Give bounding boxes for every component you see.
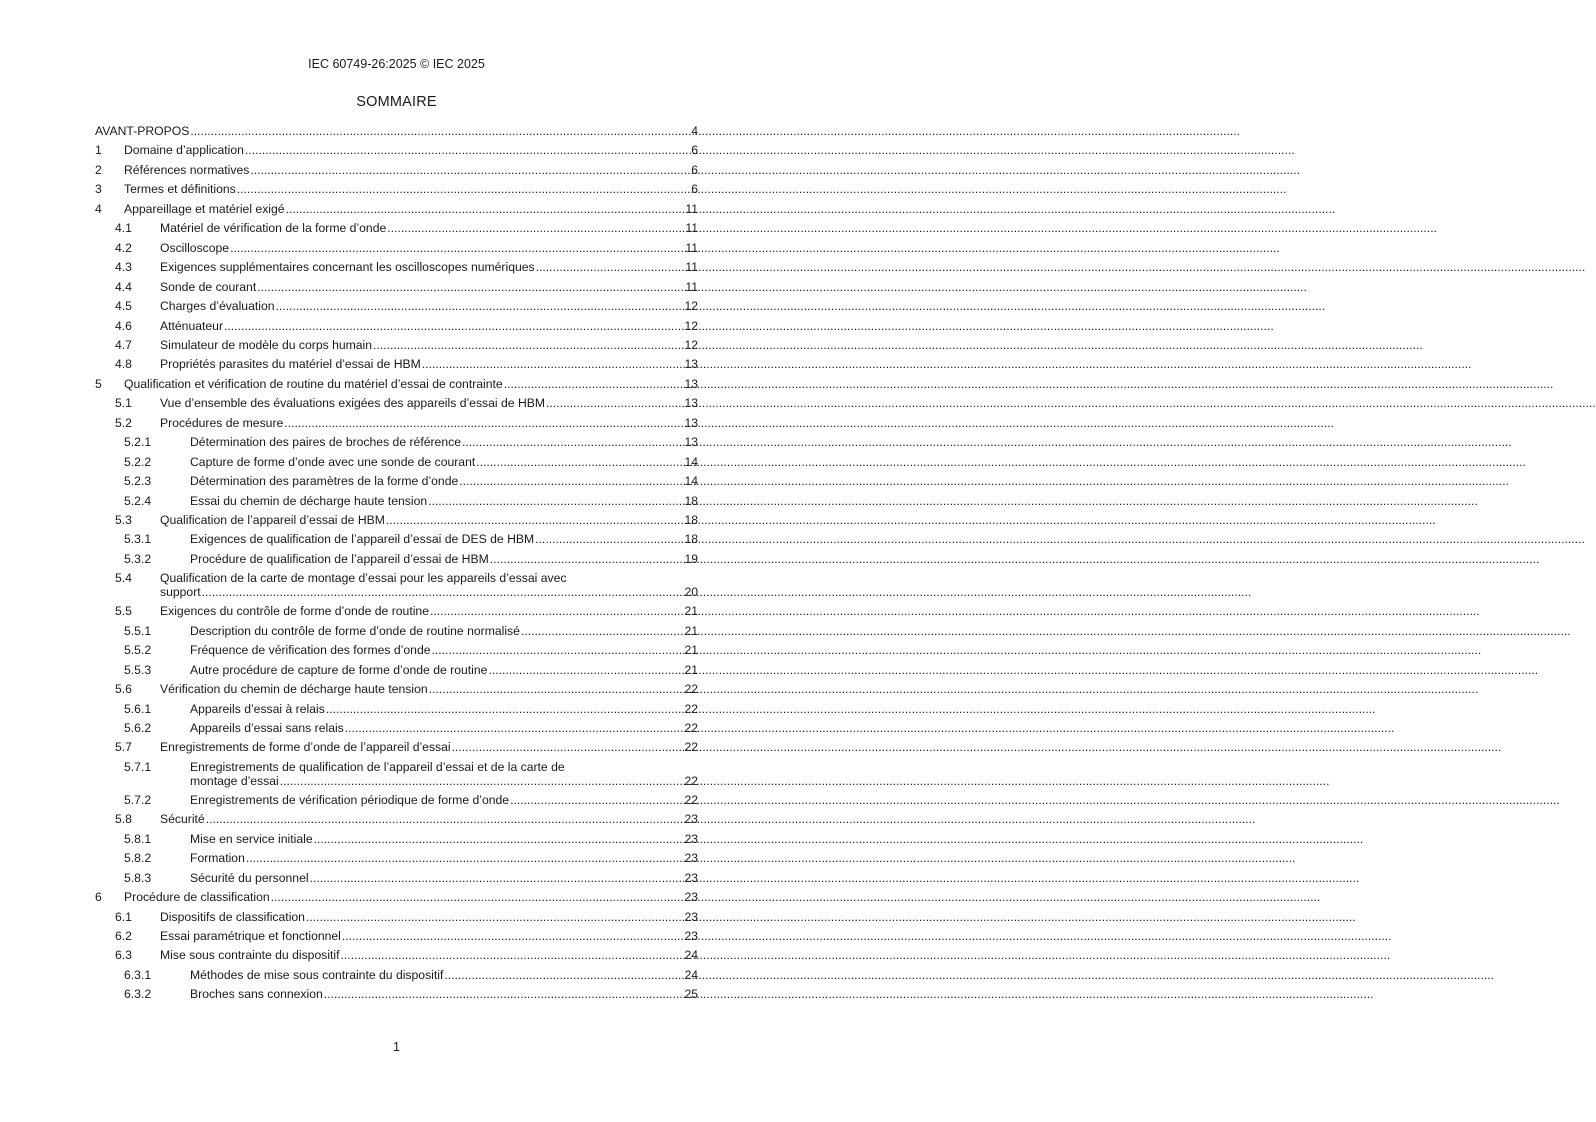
toc-entry-title: Dispositifs de classification — [160, 909, 305, 924]
toc-entry-title: AVANT-PROPOS — [95, 124, 190, 138]
toc-entry-page: 23 — [684, 929, 698, 943]
toc-dot-leader — [373, 338, 683, 352]
toc-entry-number: 5.7.1 — [124, 759, 152, 774]
toc-entry-page: 23 — [684, 870, 698, 885]
toc-entry-number: 5 — [95, 376, 102, 391]
toc-dot-leader — [521, 624, 684, 638]
toc-entry[interactable] — [95, 513, 698, 527]
toc-dot-leader — [429, 682, 684, 696]
toc-entry-title: Enregistrements de qualification de l’appareil d’essai et de la carte de — [190, 759, 565, 774]
toc-dot-leader — [535, 532, 683, 546]
toc-entry-title: Propriétés parasites du matériel d’essai de HBM — [160, 357, 421, 372]
toc-entry-page: 24 — [684, 948, 698, 963]
toc-dot-leader — [271, 890, 684, 904]
toc-entry[interactable] — [95, 948, 698, 962]
toc-entry-page: 20 — [684, 585, 698, 600]
toc-entry-page: 13 — [684, 435, 698, 450]
toc-entry-title: Broches sans connexion — [190, 987, 323, 1002]
toc-entry-number: 3 — [95, 182, 102, 197]
toc-entry[interactable] — [95, 280, 698, 294]
toc-entry-page: 23 — [684, 909, 698, 924]
toc-dot-leader — [286, 202, 685, 216]
toc-entry-page: 6 — [691, 182, 698, 197]
toc-entry[interactable] — [95, 702, 698, 716]
toc-entry-title: Sécurité — [160, 812, 205, 827]
toc-entry[interactable] — [95, 396, 698, 410]
toc-entry-number: 5.8.1 — [124, 831, 152, 846]
toc-entry-title: Détermination des paires de broches de référence — [190, 435, 461, 450]
toc-dot-leader — [324, 987, 684, 1001]
toc-entry-title-continued: support — [160, 585, 201, 600]
toc-entry-title: Mise en service initiale — [190, 831, 313, 846]
toc-entry-number: 5.2.2 — [124, 454, 152, 469]
toc-entry[interactable] — [95, 663, 698, 677]
toc-entry[interactable] — [95, 793, 698, 807]
toc-entry-title: Fréquence de vérification des formes d’onde — [190, 643, 431, 658]
toc-entry-title: Enregistrements de vérification périodique de forme d’onde — [190, 792, 510, 807]
toc-entry-number: 5.8.3 — [124, 870, 152, 885]
toc-entry-number: 5.7.2 — [124, 792, 152, 807]
toc-dot-leader — [488, 663, 683, 677]
toc-entry-page: 22 — [684, 721, 698, 735]
toc-entry-title: Matériel de vérification de la forme d’onde — [160, 221, 387, 236]
toc-dot-leader — [230, 241, 684, 255]
toc-entry-page: 23 — [684, 812, 698, 827]
toc-entry-title: Essai paramétrique et fonctionnel — [160, 929, 341, 943]
toc-entry[interactable] — [95, 910, 698, 924]
toc-entry-page: 12 — [684, 318, 698, 333]
toc-entry-number: 5.2 — [115, 415, 132, 430]
toc-entry-page: 24 — [684, 967, 698, 982]
toc-dot-leader — [345, 721, 684, 735]
toc-dot-leader — [306, 910, 683, 924]
toc-entry-number: 4.3 — [115, 260, 132, 275]
toc-entry-page: 21 — [684, 662, 698, 677]
toc-entry-title: Autre procédure de capture de forme d’onde de routine — [190, 662, 488, 677]
toc-entry-number: 5.2.3 — [124, 474, 152, 489]
toc-entry-number: 4.5 — [115, 299, 132, 314]
toc-entry-number: 4.1 — [115, 221, 132, 236]
toc-dot-leader — [250, 163, 690, 177]
toc-dot-leader — [326, 702, 684, 716]
toc-entry[interactable] — [95, 624, 698, 638]
toc-entry-number: 5.6.2 — [124, 721, 152, 735]
toc-entry[interactable] — [95, 221, 698, 235]
toc-entry-number: 4.7 — [115, 337, 132, 352]
toc-entry-page: 22 — [684, 701, 698, 716]
toc-dot-leader — [342, 929, 684, 943]
toc-entry-title: Formation — [190, 851, 245, 866]
toc-entry-title: Appareillage et matériel exigé — [124, 201, 285, 216]
toc-dot-leader — [510, 793, 683, 807]
toc-entry-page: 13 — [684, 396, 698, 411]
toc-entry[interactable] — [95, 643, 698, 657]
toc-dot-leader — [310, 871, 684, 885]
toc-entry-number: 5.3 — [115, 513, 132, 527]
toc-entry-title: Capture de forme d’onde avec une sonde de courant — [190, 454, 476, 469]
page-title: SOMMAIRE — [356, 94, 437, 110]
toc-entry[interactable] — [95, 455, 698, 469]
toc-entry[interactable] — [95, 494, 698, 508]
toc-entry[interactable] — [95, 124, 698, 138]
toc-entry-number: 5.3.1 — [124, 532, 152, 547]
toc-entry-number: 2 — [95, 162, 102, 177]
toc-entry-page: 14 — [684, 474, 698, 489]
toc-dot-leader — [276, 299, 684, 313]
toc-dot-leader — [387, 221, 684, 235]
toc-entry-title: Appareils d’essai à relais — [190, 701, 325, 716]
toc-entry-title: Essai du chemin de décharge haute tension — [190, 493, 428, 508]
toc-entry[interactable] — [95, 968, 698, 982]
toc-entry[interactable] — [95, 552, 698, 566]
toc-entry-title: Simulateur de modèle du corps humain — [160, 337, 373, 352]
toc-entry-number: 5.7 — [115, 740, 132, 755]
toc-dot-leader — [284, 416, 683, 430]
toc-entry-page: 21 — [684, 643, 698, 658]
toc-entry-title-continued: montage d’essai — [190, 773, 279, 788]
toc-entry-page: 14 — [684, 454, 698, 469]
toc-entry-page: 18 — [684, 513, 698, 527]
toc-entry-page: 23 — [684, 851, 698, 866]
toc-entry-page: 11 — [685, 240, 698, 255]
toc-entry[interactable] — [95, 357, 698, 371]
toc-entry-page: 18 — [684, 532, 698, 547]
toc-entry[interactable] — [95, 202, 698, 216]
toc-dot-leader — [257, 280, 684, 294]
toc-entry-number: 4.2 — [115, 240, 132, 255]
toc-entry[interactable] — [95, 721, 698, 735]
toc-entry[interactable] — [95, 832, 698, 846]
toc-entry-page: 12 — [684, 337, 698, 352]
toc-entry-number: 5.5 — [115, 604, 132, 619]
toc-entry[interactable] — [95, 571, 698, 599]
toc-entry-title: Exigences du contrôle de forme d’onde de routine — [160, 604, 429, 619]
toc-entry-number: 5.6.1 — [124, 701, 152, 716]
toc-entry-title: Atténuateur — [160, 318, 224, 333]
toc-entry-title: Charges d’évaluation — [160, 299, 275, 314]
toc-entry-number: 6.3.2 — [124, 987, 152, 1002]
toc-entry-page: 19 — [684, 551, 698, 566]
toc-entry[interactable] — [95, 182, 698, 196]
toc-entry-page: 25 — [684, 987, 698, 1002]
toc-dot-leader — [452, 740, 684, 754]
toc-entry[interactable] — [95, 812, 698, 826]
toc-entry-title: Appareils d’essai sans relais — [190, 721, 344, 735]
toc-entry-title: Qualification de la carte de montage d’essai pour les appareils d’essai avec — [160, 571, 567, 586]
toc-entry-page: 4 — [691, 124, 698, 138]
toc-entry[interactable] — [95, 416, 698, 430]
toc-entry-number: 5.2.1 — [124, 435, 152, 450]
toc-entry[interactable] — [95, 987, 698, 1001]
toc-dot-leader — [462, 435, 683, 449]
toc-entry-title: Exigences supplémentaires concernant les oscilloscopes numériques — [160, 260, 535, 275]
toc-entry-number: 1 — [95, 143, 102, 158]
toc-dot-leader — [459, 474, 683, 488]
toc-entry-page: 21 — [684, 623, 698, 638]
toc-entry-page: 12 — [684, 299, 698, 314]
toc-dot-leader — [386, 513, 684, 527]
toc-entry[interactable] — [95, 740, 698, 754]
toc-entry-title: Procédure de qualification de l’appareil d’essai de HBM — [190, 551, 489, 566]
toc-entry[interactable] — [95, 851, 698, 865]
toc-entry-title: Références normatives — [124, 162, 250, 177]
toc-entry-number: 6.3.1 — [124, 967, 152, 982]
toc-dot-leader — [237, 182, 690, 196]
toc-entry-number: 6 — [95, 890, 102, 905]
toc-entry-title: Qualification de l’appareil d’essai de HBM — [160, 513, 385, 527]
toc-entry-page: 18 — [684, 493, 698, 508]
toc-dot-leader — [202, 585, 684, 599]
toc-dot-leader — [432, 643, 684, 657]
toc-dot-leader — [190, 124, 690, 138]
toc-entry-page: 11 — [685, 260, 698, 275]
toc-entry-title: Procédure de classification — [124, 890, 270, 905]
toc-entry-number: 4.4 — [115, 279, 132, 294]
toc-entry-page: 11 — [685, 279, 698, 294]
toc-dot-leader — [280, 774, 684, 788]
toc-dot-leader — [536, 260, 685, 274]
toc-dot-leader — [444, 968, 683, 982]
toc-entry-page: 22 — [684, 792, 698, 807]
toc-entry-page: 22 — [684, 682, 698, 697]
toc-entry-number: 6.1 — [115, 909, 132, 924]
toc-entry[interactable] — [95, 241, 698, 255]
toc-entry-number: 6.3 — [115, 948, 132, 963]
toc-entry-title: Vérification du chemin de décharge haute tension — [160, 682, 428, 697]
toc-entry-title: Procédures de mesure — [160, 415, 284, 430]
toc-dot-leader — [546, 396, 683, 410]
toc-entry-page: 23 — [684, 831, 698, 846]
toc-entry-number: 4.6 — [115, 318, 132, 333]
toc-entry[interactable] — [95, 871, 698, 885]
toc-entry-title: Domaine d’application — [124, 143, 244, 158]
toc-entry-number: 5.1 — [115, 396, 132, 411]
toc-entry-title: Détermination des paramètres de la forme d’onde — [190, 474, 459, 489]
toc-entry-page: 11 — [685, 201, 698, 216]
toc-dot-leader — [341, 948, 684, 962]
page-number: 1 — [393, 1040, 400, 1054]
toc-entry[interactable] — [95, 435, 698, 449]
document-page — [0, 0, 793, 1122]
toc-entry-number: 5.3.2 — [124, 551, 152, 566]
toc-entry-page: 13 — [684, 415, 698, 430]
toc-entry-title: Enregistrements de forme d’onde de l’appareil d’essai — [160, 740, 451, 755]
toc-entry-page: 13 — [684, 357, 698, 372]
toc-entry-title: Vue d’ensemble des évaluations exigées des appareils d’essai de HBM — [160, 396, 546, 411]
toc-entry[interactable] — [95, 890, 698, 904]
toc-dot-leader — [476, 455, 683, 469]
toc-entry-number: 4 — [95, 201, 102, 216]
toc-entry-title: Oscilloscope — [160, 240, 230, 255]
toc-entry-number: 5.4 — [115, 571, 132, 586]
toc-dot-leader — [245, 143, 690, 157]
toc-entry[interactable] — [95, 604, 698, 618]
toc-dot-leader — [490, 552, 684, 566]
toc-entry-number: 5.8.2 — [124, 851, 152, 866]
toc-entry-number: 4.8 — [115, 357, 132, 372]
toc-entry-page: 21 — [684, 604, 698, 619]
toc-entry[interactable] — [95, 163, 698, 177]
toc-entry-number: 5.5.2 — [124, 643, 152, 658]
toc-entry[interactable] — [95, 143, 698, 157]
toc-dot-leader — [422, 357, 684, 371]
toc-dot-leader — [504, 377, 684, 391]
toc-entry[interactable] — [95, 682, 698, 696]
toc-dot-leader — [428, 494, 683, 508]
toc-entry-title: Termes et définitions — [124, 182, 236, 197]
toc-entry-number: 5.2.4 — [124, 493, 152, 508]
toc-entry[interactable] — [95, 260, 698, 274]
toc-entry[interactable] — [95, 299, 698, 313]
toc-dot-leader — [246, 851, 684, 865]
toc-entry[interactable] — [95, 532, 698, 546]
toc-entry-number: 5.8 — [115, 812, 132, 827]
toc-entry[interactable] — [95, 760, 698, 788]
toc-dot-leader — [314, 832, 684, 846]
toc-entry-title: Exigences de qualification de l’appareil d’essai de DES de HBM — [190, 532, 535, 547]
toc-entry-page: 23 — [684, 890, 698, 905]
toc-entry-title: Description du contrôle de forme d’onde de routine normalisé — [190, 623, 520, 638]
toc-entry-title: Méthodes de mise sous contrainte du dispositif — [190, 967, 444, 982]
toc-dot-leader — [224, 319, 683, 333]
toc-entry-title: Mise sous contrainte du dispositif — [160, 948, 340, 963]
toc-entry-page: 13 — [684, 376, 698, 391]
toc-entry-page: 22 — [684, 740, 698, 755]
toc-dot-leader — [430, 604, 683, 618]
toc-entry-page: 22 — [684, 773, 698, 788]
toc-dot-leader — [206, 812, 684, 826]
toc-entry-page: 6 — [691, 143, 698, 158]
toc-entry-page: 6 — [691, 162, 698, 177]
toc-entry-number: 5.5.3 — [124, 662, 152, 677]
toc-entry-number: 6.2 — [115, 929, 132, 943]
toc-entry[interactable] — [95, 474, 698, 488]
toc-entry-title: Sonde de courant — [160, 279, 257, 294]
toc-entry[interactable] — [95, 319, 698, 333]
toc-entry[interactable] — [95, 338, 698, 352]
toc-entry-number: 5.5.1 — [124, 623, 152, 638]
toc-entry-page: 11 — [685, 221, 698, 236]
toc-entry-title: Qualification et vérification de routine du matériel d’essai de contrainte — [124, 376, 503, 391]
document-header: IEC 60749-26:2025 © IEC 2025 — [308, 57, 485, 71]
toc-entry-number: 5.6 — [115, 682, 132, 697]
toc-entry[interactable] — [95, 377, 698, 391]
toc-entry[interactable] — [95, 929, 698, 943]
toc-entry-title: Sécurité du personnel — [190, 870, 309, 885]
